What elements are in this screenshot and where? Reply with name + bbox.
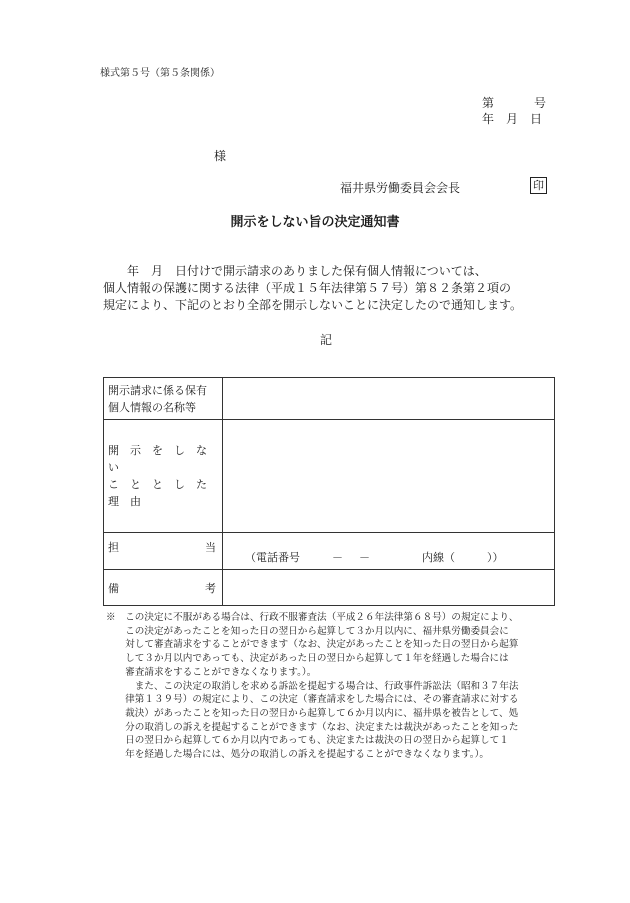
body-line: 規定により、下記のとおり全部を開示しないことに決定したので通知します。 [103,298,523,312]
date-month: 月 [506,112,519,126]
label-char: 考 [205,581,216,595]
label-line: 個人情報の名称等 [108,400,196,414]
note-line: この決定があったことを知った日の翌日から起算して３か月以内に、福井県労働委員会に [106,625,509,637]
note-line: 律第１３９号）の規定により、この決定（審査請求をした場合には、その審査請求に対する [106,694,519,706]
contact-label [104,533,223,570]
reason-label [104,420,223,533]
info-table [103,377,555,606]
body-line: 年 月 日付けで開示請求のありました保有個人情報については、 [103,264,487,278]
note-line: 裁決）があったことを知った日の翌日から起算して６か月以内に、福井県を被告として、処 [106,707,519,719]
reason-value [223,420,555,533]
label-line: 開示請求に係る保有 [108,383,207,397]
document-title: 開示をしない旨の決定通知書 [230,215,400,230]
document-date [482,110,542,127]
note-line: ※ この決定に不服がある場合は、行政不服審査法（平成２６年法律第６８号）の規定により、 [106,612,519,623]
number-prefix: 第 [482,96,495,110]
date-day: 日 [530,112,543,126]
label-char: 担 [108,541,119,554]
table-row [104,533,555,570]
date-year: 年 [482,112,495,126]
form-label: 様式第５号（第５条関係） [100,68,220,79]
phone-close: ）） [487,551,504,564]
ki-heading: 記 [320,333,333,347]
label-line: 開 示 を し な い [108,444,218,474]
note-line: また、この決定の取消しを求める訴訟を提起する場合は、行政事件訴訟法（昭和３７年法 [106,680,519,692]
label-char: 当 [205,541,216,554]
label-char: 備 [108,581,119,595]
document-number [482,94,546,111]
phone-dash: － [332,551,343,564]
notes-section [106,611,558,762]
note-line: 対して審査請求をすることができます（なお、決定があったことを知った日の翌日から起算 [106,639,519,651]
note-line: して３か月以内であっても、決定があった日の翌日から起算して１年を経過した場合には [106,653,509,665]
info-name-value [223,378,555,420]
extension-label: 内線（ [422,551,455,564]
note-line: 審査請求をすることができなくなります。）。 [106,666,317,678]
note-line: 分の取消しの訴えを提起することができます（なお、決定または裁決があったことを知った [106,721,519,733]
note-line: 年を経過した場合には、処分の取消しの訴えを提起することができなくなります。）。 [106,749,489,761]
note-line: 日の翌日から起算して６か月以内であっても、決定または裁決の日の翌日から起算して１ [106,735,509,747]
remarks-label [104,570,223,606]
table-row [104,570,555,606]
table-row [104,420,555,533]
remarks-value [223,570,555,606]
addressee: 様 [214,149,227,163]
number-suffix: 号 [534,96,547,110]
phone-open: （電話番号 [245,551,300,564]
info-name-label [104,378,223,420]
contact-value [223,533,555,570]
body-line: 個人情報の保護に関する法律（平成１５年法律第５７号）第８２条第２項の [103,281,512,295]
label-line: こ と と し た 理 由 [108,478,218,508]
body-text [103,263,522,314]
seal-stamp: 印 [530,177,547,194]
phone-line [223,549,554,569]
phone-dash: － [359,551,370,564]
sender-name: 福井県労働委員会会長 [340,181,461,195]
table-row [104,378,555,420]
